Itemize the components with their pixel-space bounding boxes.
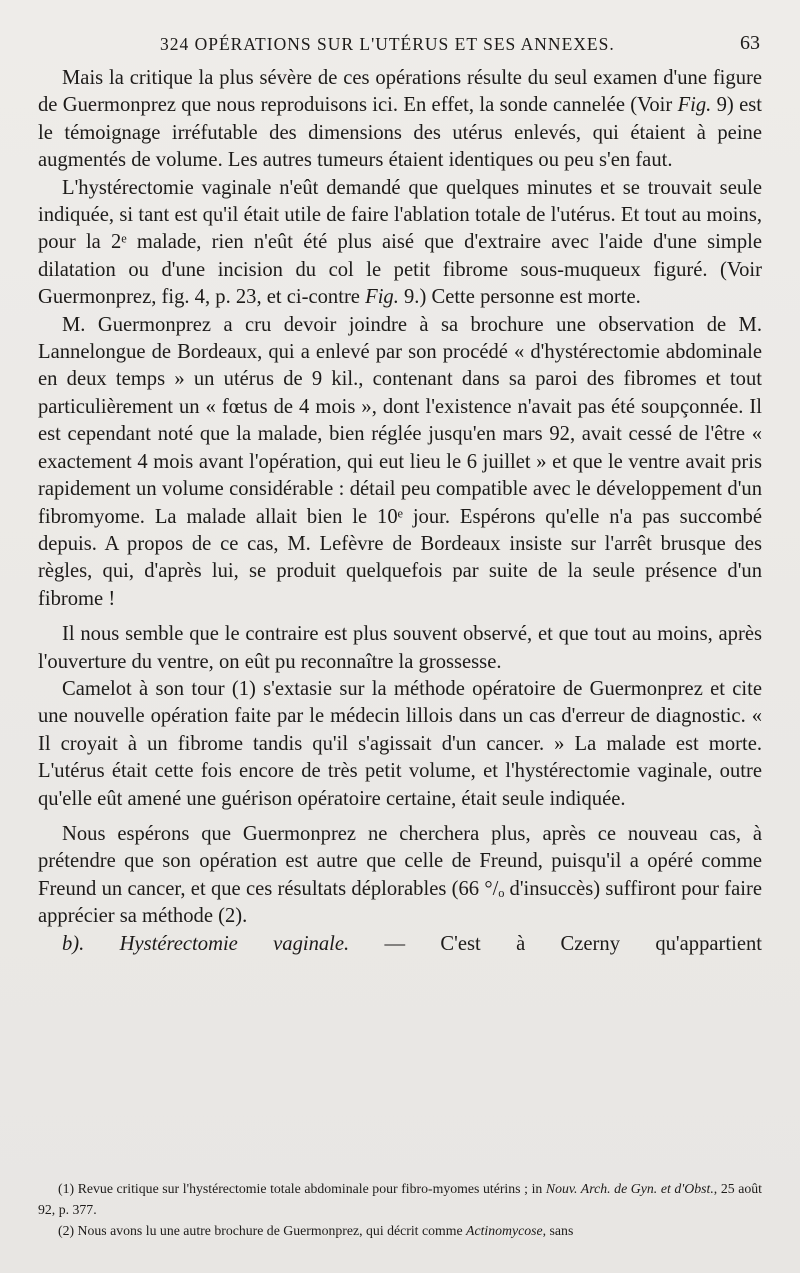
paragraph: Nous espérons que Guermonprez ne cherchera plus, après ce nouveau cas, à prétendre que son opération est autre que celle de Freund, puisqu'il a opéré comme Freund un cancer, et que ces résultats déplorables (66 °/ₒ d'insuccès) suffiront pour faire apprécier sa méthode (2). xyxy=(38,822,762,928)
section-heading-paragraph: b). Hystérectomie vaginale. — C'est à Czerny qu'appartient xyxy=(62,932,762,955)
footnotes xyxy=(38,1178,762,1241)
paragraph: Camelot à son tour (1) s'extasie sur la méthode opératoire de Guermonprez et cite une nouvelle opération faite par le médecin lillois dans un cas d'erreur de diagnostic. « Il croyait à un fibrome tandis qu'il s'agissait d'un cancer. » La malade est morte. L'utérus était cette fois encore de très petit volume, et l'hystérectomie vaginale, outre qu'elle eût amené une guérison opératoire certaine, était seule indiquée. xyxy=(38,677,762,810)
page-number: 63 xyxy=(740,32,760,54)
paragraph: L'hystérectomie vaginale n'eût demandé que quelques minutes et se trouvait seule indiquée, si tant est qu'il était utile de faire l'ablation totale de l'utérus. Et tout au moins, pour la 2ᵉ malade, rien n'eût été plus aisé que d'extraire avec l'aide d'une simple dilatation ou d'une incision du col le petit fibrome sous-muqueux figuré. (Voir Guermonprez, fig. 4, p. 23, et ci-contre Fig. 9.) Cette personne est morte. xyxy=(38,176,762,309)
paragraph: Mais la critique la plus sévère de ces opérations résulte du seul examen d'une figure de Guermonprez que nous reproduisons ici. En effet, la sonde cannelée (Voir Fig. 9) est le témoignage irréfutable des dimensions des utérus enlevés, qui étaient à peine augmentés de volume. Les autres tumeurs étaient identiques ou peu s'en faut. xyxy=(38,67,762,172)
page-header xyxy=(38,30,762,60)
footnote: (2) Nous avons lu une autre brochure de Guermonprez, qui décrit comme Actinomycose, sans xyxy=(58,1223,574,1238)
paragraph: Il nous semble que le contraire est plus souvent observé, et que tout au moins, après l'ouverture du ventre, on eût pu reconnaître la grossesse. xyxy=(38,623,762,673)
body-text xyxy=(38,65,762,958)
paragraph: M. Guermonprez a cru devoir joindre à sa brochure une observation de M. Lannelongue de Bordeaux, qui a enlevé par son procédé « d'hystérectomie abdominale en deux temps » un utérus de 9 kil., contenant dans sa paroi des fibromes et tout particulièrement un « fœtus de 4 mois », dont l'existence n'avait pas été soupçonnée. Il est cependant noté que la malade, bien réglée jusqu'en mars 92, avait cessé de l'être « exactement 4 mois avant l'opération, qui eut lieu le 6 juillet » et que le ventre avait pris rapidement un volume considérable : détail peu compatible avec le développement d'un fibromyome. La malade allait bien le 10ᵉ jour. Espérons qu'elle n'a pas succombé depuis. A propos de ce cas, M. Lefèvre de Bordeaux insiste sur l'arrêt brusque des règles, qui, d'après lui, se produit quelquefois par suite de la seule présence d'un fibrome ! xyxy=(38,313,762,610)
footnote: (1) Revue critique sur l'hystérectomie totale abdominale pour fibro-myomes utérins ; in Nouv. Arch. de Gyn. et d'Obst., 25 août 92, p. 377. xyxy=(38,1181,762,1217)
running-head: 324 OPÉRATIONS SUR L'UTÉRUS ET SES ANNEXES. xyxy=(160,34,615,54)
